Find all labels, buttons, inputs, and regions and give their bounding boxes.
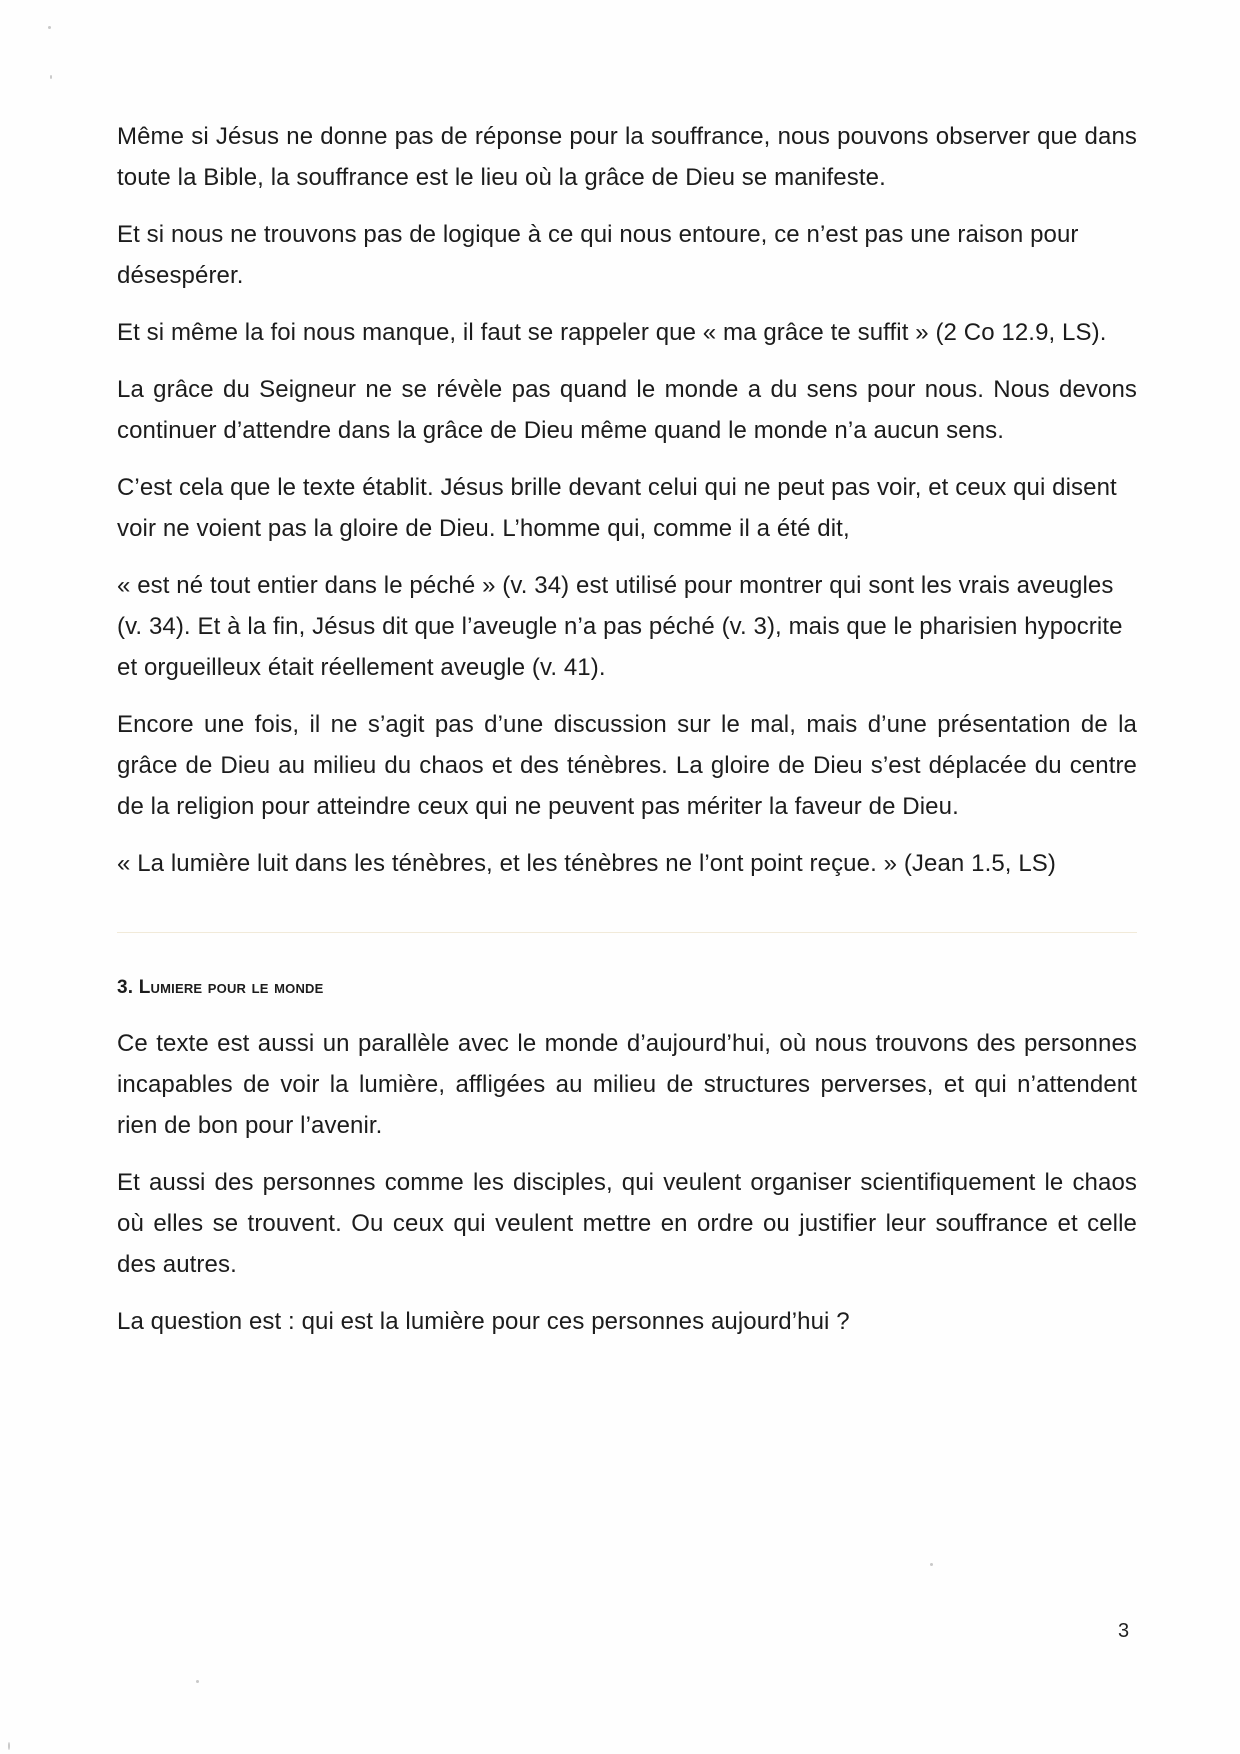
- paragraph-disciples: Et aussi des personnes comme les disciples, qui veulent organiser scientifiquement le chaos où elles se trouvent. Ou ceux qui veulent mettre en ordre ou justifier leur souffrance et celle des autres.: [117, 1169, 1137, 1278]
- section-title: Lumiere pour le monde: [138, 977, 324, 998]
- paragraph-suffering-grace: Même si Jésus ne donne pas de réponse pour la souffrance, nous pouvons observer que dans toute la Bible, la souffrance est le lieu où la grâce de Dieu se manifeste.: [117, 123, 1137, 191]
- scan-speck: [8, 1742, 10, 1750]
- paragraph-faith-lacking: Et si même la foi nous manque, il faut se rappeler que « ma grâce te suffit » (2 Co 12.9, LS).: [117, 319, 1107, 346]
- page-number: 3: [1118, 1620, 1130, 1642]
- section-heading: [117, 975, 1137, 1001]
- section-number: 3.: [117, 977, 134, 998]
- paragraph-question: La question est : qui est la lumière pour ces personnes aujourd’hui ?: [117, 1308, 850, 1335]
- paragraph-not-discussion-of-evil: Encore une fois, il ne s’agit pas d’une discussion sur le mal, mais d’une présentation de la grâce de Dieu au milieu du chaos et des ténèbres. La gloire de Dieu s’est déplacée du centre de la religion pour atteindre ceux qui ne peuvent pas mériter la faveur de Dieu.: [117, 711, 1137, 820]
- section-divider: [117, 932, 1137, 933]
- paragraph-parallel-today: Ce texte est aussi un parallèle avec le monde d’aujourd’hui, où nous trouvons des personnes incapables de voir la lumière, affligées au milieu de structures perverses, et qui n’attendent rien de bon pour l’avenir.: [117, 1030, 1137, 1139]
- paragraph-grace-revealed: La grâce du Seigneur ne se révèle pas quand le monde a du sens pour nous. Nous devons continuer d’attendre dans la grâce de Dieu même quand le monde n’a aucun sens.: [117, 376, 1137, 444]
- document-body: [117, 116, 1137, 1358]
- paragraph-john-quote: « La lumière luit dans les ténèbres, et les ténèbres ne l’ont point reçue. » (Jean 1.5, LS): [117, 850, 1056, 877]
- paragraph-born-in-sin: « est né tout entier dans le péché » (v. 34) est utilisé pour montrer qui sont les vrais aveugles (v. 34). Et à la fin, Jésus dit que l’aveugle n’a pas péché (v. 3), mais que le pharisien hypocrite et orgueilleux était réellement aveugle (v. 41).: [117, 572, 1123, 681]
- scan-speck: [930, 1563, 933, 1566]
- scan-speck: [196, 1680, 199, 1683]
- scan-speck: [50, 75, 52, 79]
- scan-speck: [48, 26, 51, 29]
- paragraph-no-logic: Et si nous ne trouvons pas de logique à ce qui nous entoure, ce n’est pas une raison pour désespérer.: [117, 221, 1079, 289]
- paragraph-text-establishes: C’est cela que le texte établit. Jésus brille devant celui qui ne peut pas voir, et ceux qui disent voir ne voient pas la gloire de Dieu. L’homme qui, comme il a été dit,: [117, 474, 1117, 542]
